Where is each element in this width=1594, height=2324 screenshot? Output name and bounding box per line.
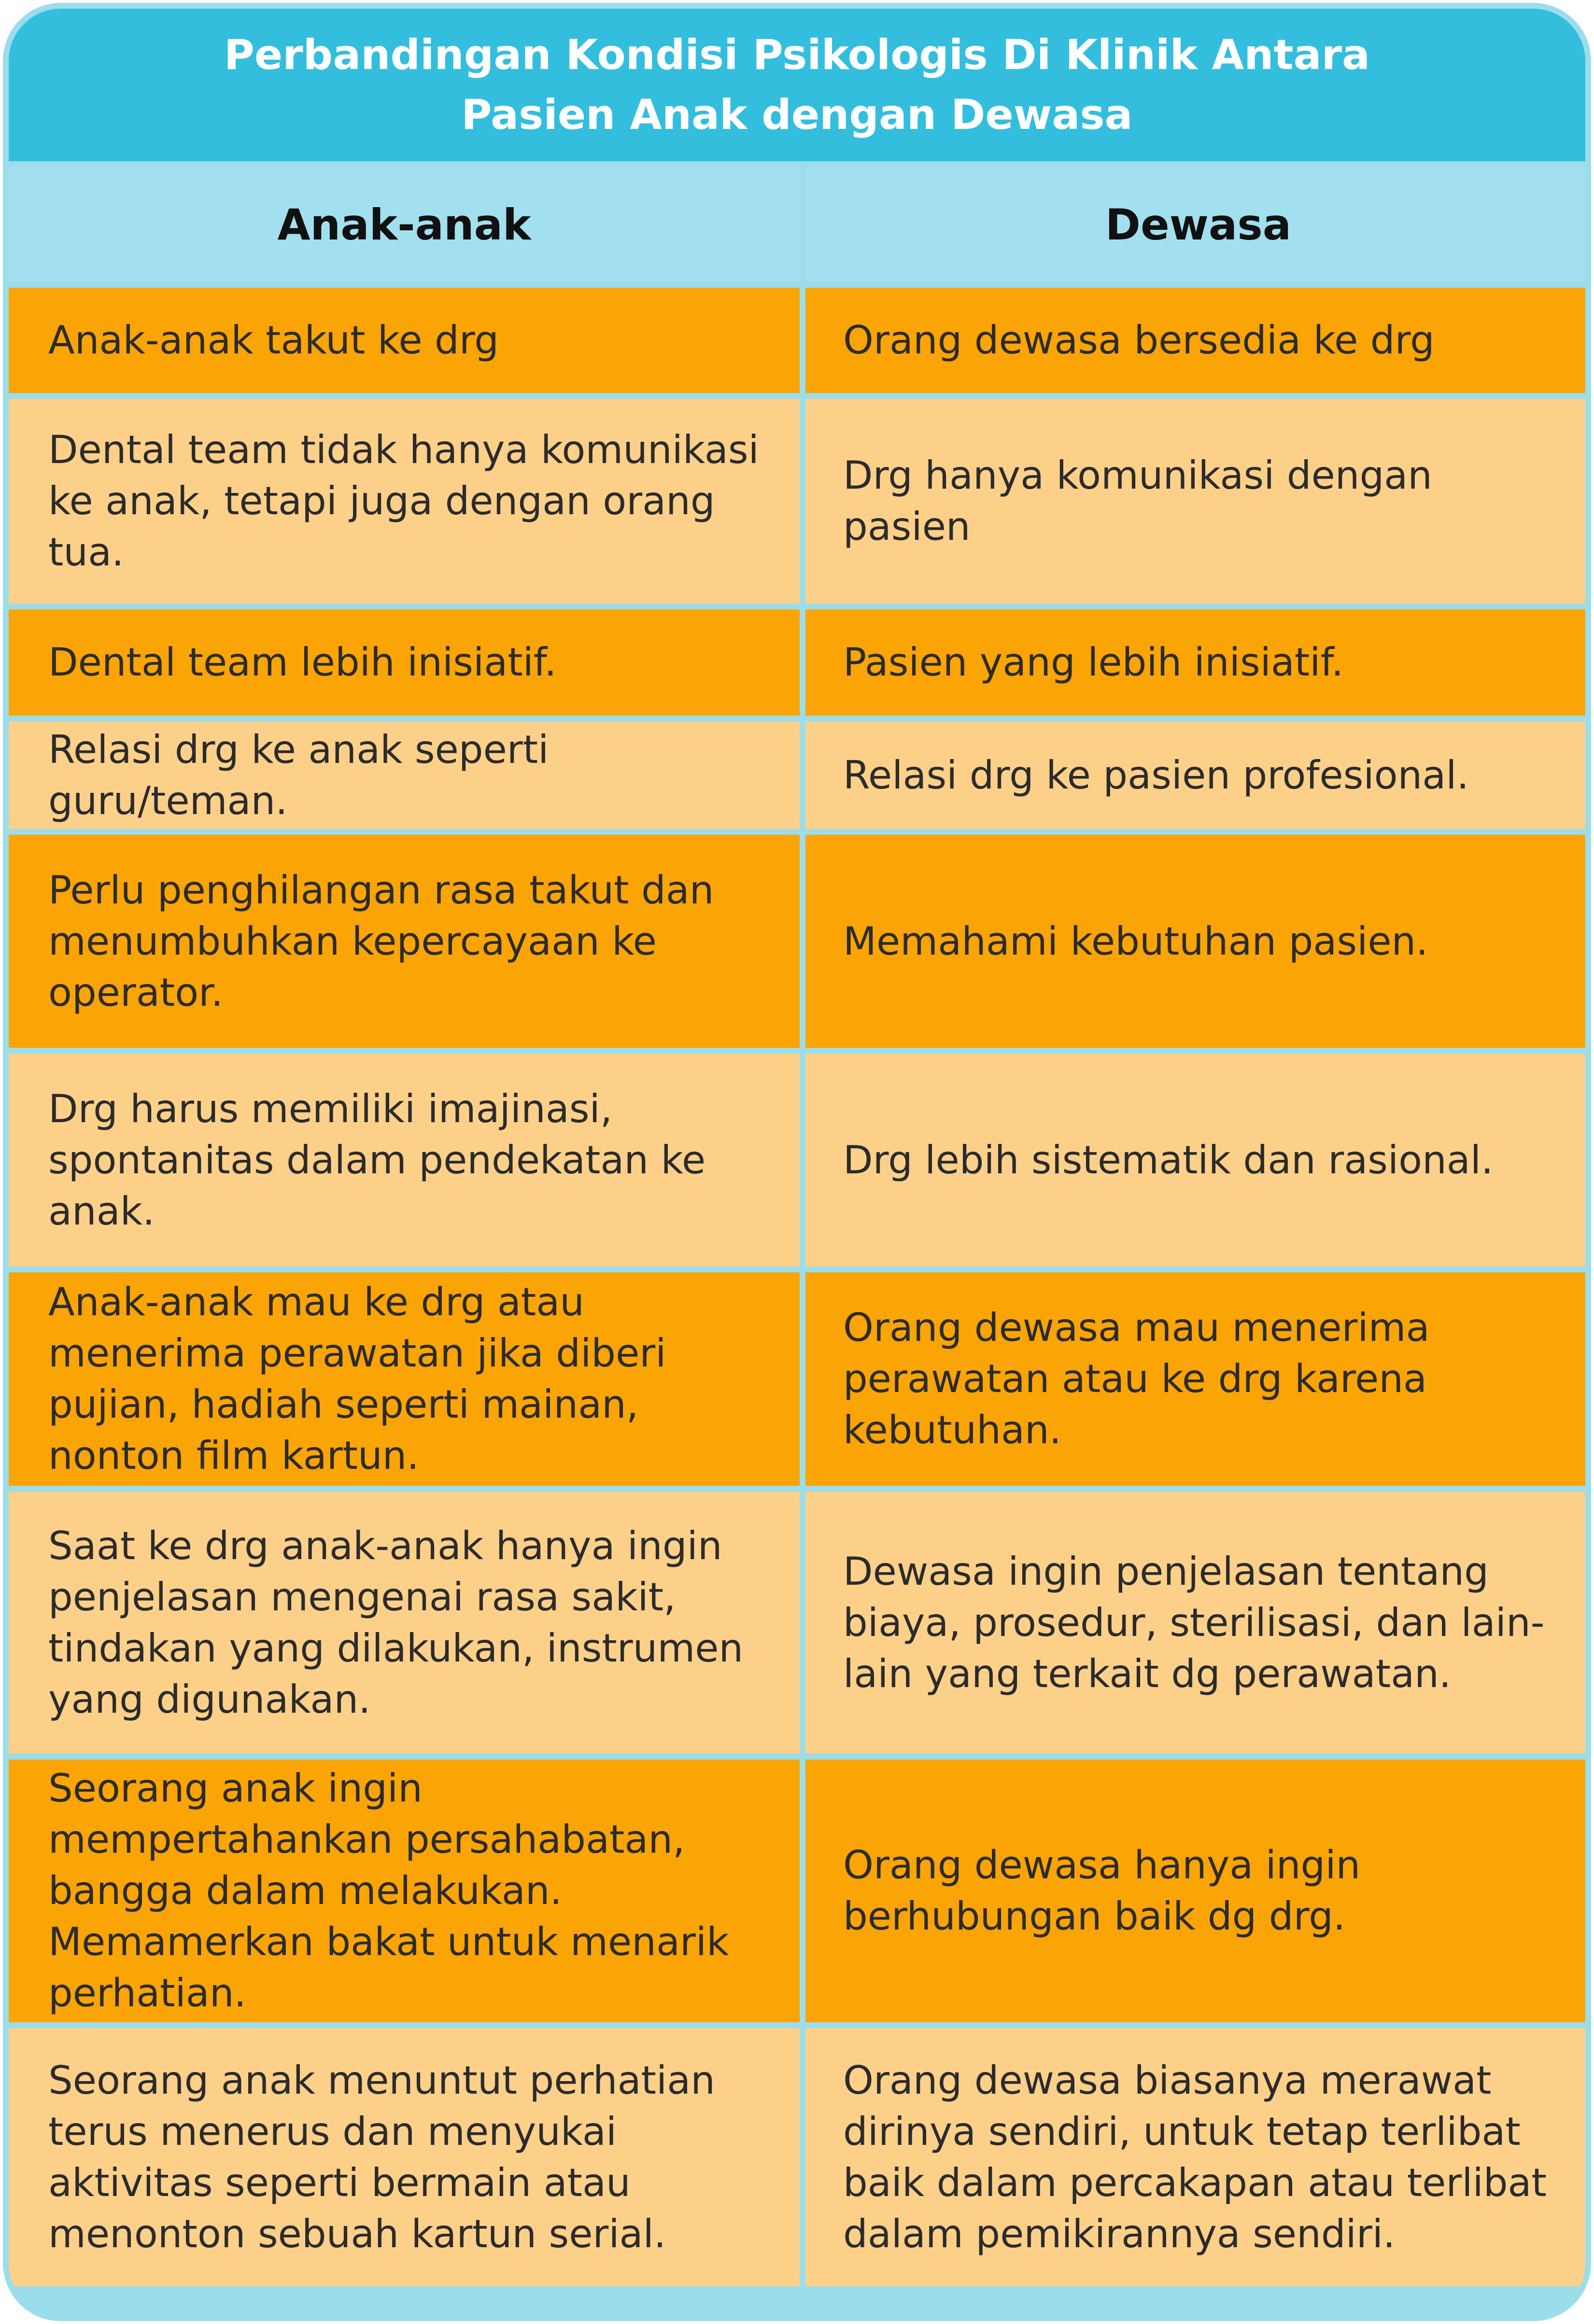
comparison-card [3,3,1591,2321]
table-cell-adult: Dewasa ingin penjelasan tentang biaya, prosedur, sterilisasi, dan lain-lain yang terkait dg perawatan. [805,1492,1591,1754]
table-cell-adult: Orang dewasa mau menerima perawatan atau ke drg karena kebutuhan. [805,1272,1591,1486]
comparison-table [9,167,1585,2286]
table-title [9,9,1585,161]
column-header-adults: Dewasa [805,167,1591,282]
table-cell-child: Saat ke drg anak-anak hanya ingin penjelasan mengenai rasa sakit, tindakan yang dilakukan, instrumen yang digunakan. [9,1492,800,1754]
table-cell-adult: Orang dewasa hanya ingin berhubungan baik dg drg. [805,1760,1591,2022]
table-cell-child: Perlu penghilangan rasa takut dan menumbuhkan kepercayaan ke operator. [9,835,800,1048]
table-cell-adult: Relasi drg ke pasien profesional. [805,721,1591,829]
table-cell-adult: Drg lebih sistematik dan rasional. [805,1054,1591,1267]
table-cell-adult: Memahami kebutuhan pasien. [805,835,1591,1048]
table-cell-child: Anak-anak takut ke drg [9,288,800,393]
table-cell-child: Anak-anak mau ke drg atau menerima perawatan jika diberi pujian, hadiah seperti mainan, nonton film kartun. [9,1272,800,1486]
table-cell-child: Dental team lebih inisiatif. [9,609,800,716]
title-line-2: Pasien Anak dengan Dewasa [461,91,1133,139]
table-cell-child: Seorang anak ingin mempertahankan persahabatan, bangga dalam melakukan. Memamerkan bakat untuk menarik perhatian. [9,1760,800,2022]
table-cell-adult: Pasien yang lebih inisiatif. [805,609,1591,716]
table-cell-adult: Orang dewasa biasanya merawat dirinya sendiri, untuk tetap terlibat baik dalam percakapan atau terlibat dalam pemikirannya sendiri. [805,2028,1591,2286]
table-cell-child: Relasi drg ke anak seperti guru/teman. [9,721,800,829]
title-line-1: Perbandingan Kondisi Psikologis Di Klinik Antara [224,31,1370,79]
table-cell-child: Seorang anak menuntut perhatian terus menerus dan menyukai aktivitas seperti bermain atau menonton sebuah kartun serial. [9,2028,800,2286]
table-cell-adult: Drg hanya komunikasi dengan pasien [805,399,1591,604]
column-header-children: Anak-anak [9,167,800,282]
table-cell-child: Dental team tidak hanya komunikasi ke anak, tetapi juga dengan orang tua. [9,399,800,604]
table-cell-child: Drg harus memiliki imajinasi, spontanitas dalam pendekatan ke anak. [9,1054,800,1267]
table-cell-adult: Orang dewasa bersedia ke drg [805,288,1591,393]
